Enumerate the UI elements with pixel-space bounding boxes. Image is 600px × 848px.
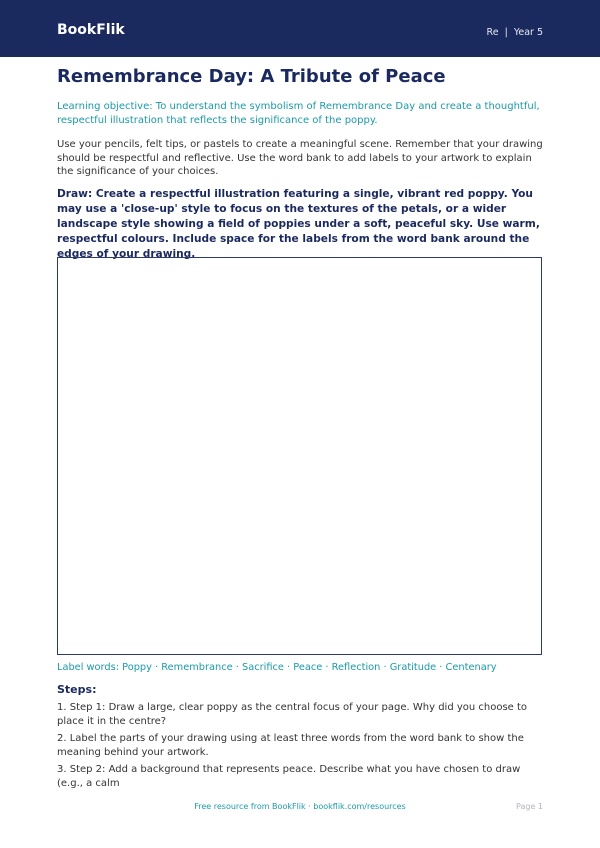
- intro-paragraph: Use your pencils, felt tips, or pastels to create a meaningful scene. Remember that your drawing should be respectful and reflective. Use the word bank to add labels to your artwork to explain the significance of your choices.: [57, 139, 543, 177]
- page-title: Remembrance Day: A Tribute of Peace: [57, 66, 446, 87]
- brand-logo-text: BookFlik: [57, 22, 125, 38]
- page-number: Page 1: [516, 802, 543, 811]
- subject-year-label: Re | Year 5: [486, 27, 543, 38]
- learning-objective: Learning objective: To understand the symbolism of Remembrance Day and create a thoughtful, respectful illustration that reflects the significance of the poppy.: [57, 101, 540, 126]
- steps-heading: Steps:: [57, 683, 97, 696]
- step-item: 3. Step 2: Add a background that represents peace. Describe what you have chosen to draw (e.g., a calm: [57, 764, 521, 789]
- word-bank: Label words: Poppy · Remembrance · Sacrifice · Peace · Reflection · Gratitude · Centenary: [57, 662, 497, 673]
- step-item: 1. Step 1: Draw a large, clear poppy as the central focus of your page. Why did you choose to place it in the centre?: [57, 702, 528, 727]
- steps-list: [57, 701, 547, 789]
- page-header: [0, 0, 600, 57]
- footer-credit: Free resource from BookFlik · bookflik.com/resources: [194, 802, 406, 811]
- draw-instruction: Draw: Create a respectful illustration featuring a single, vibrant red poppy. You may use a 'close-up' style to focus on the textures of the petals, or a wider landscape style showing a field of poppies under a soft, peaceful sky. Use warm, respectful colours. Include space for the labels from the word bank around the edges of your drawing.: [57, 188, 540, 260]
- step-item: 2. Label the parts of your drawing using at least three words from the word bank to show the meaning behind your artwork.: [57, 733, 524, 758]
- drawing-area[interactable]: [57, 257, 542, 655]
